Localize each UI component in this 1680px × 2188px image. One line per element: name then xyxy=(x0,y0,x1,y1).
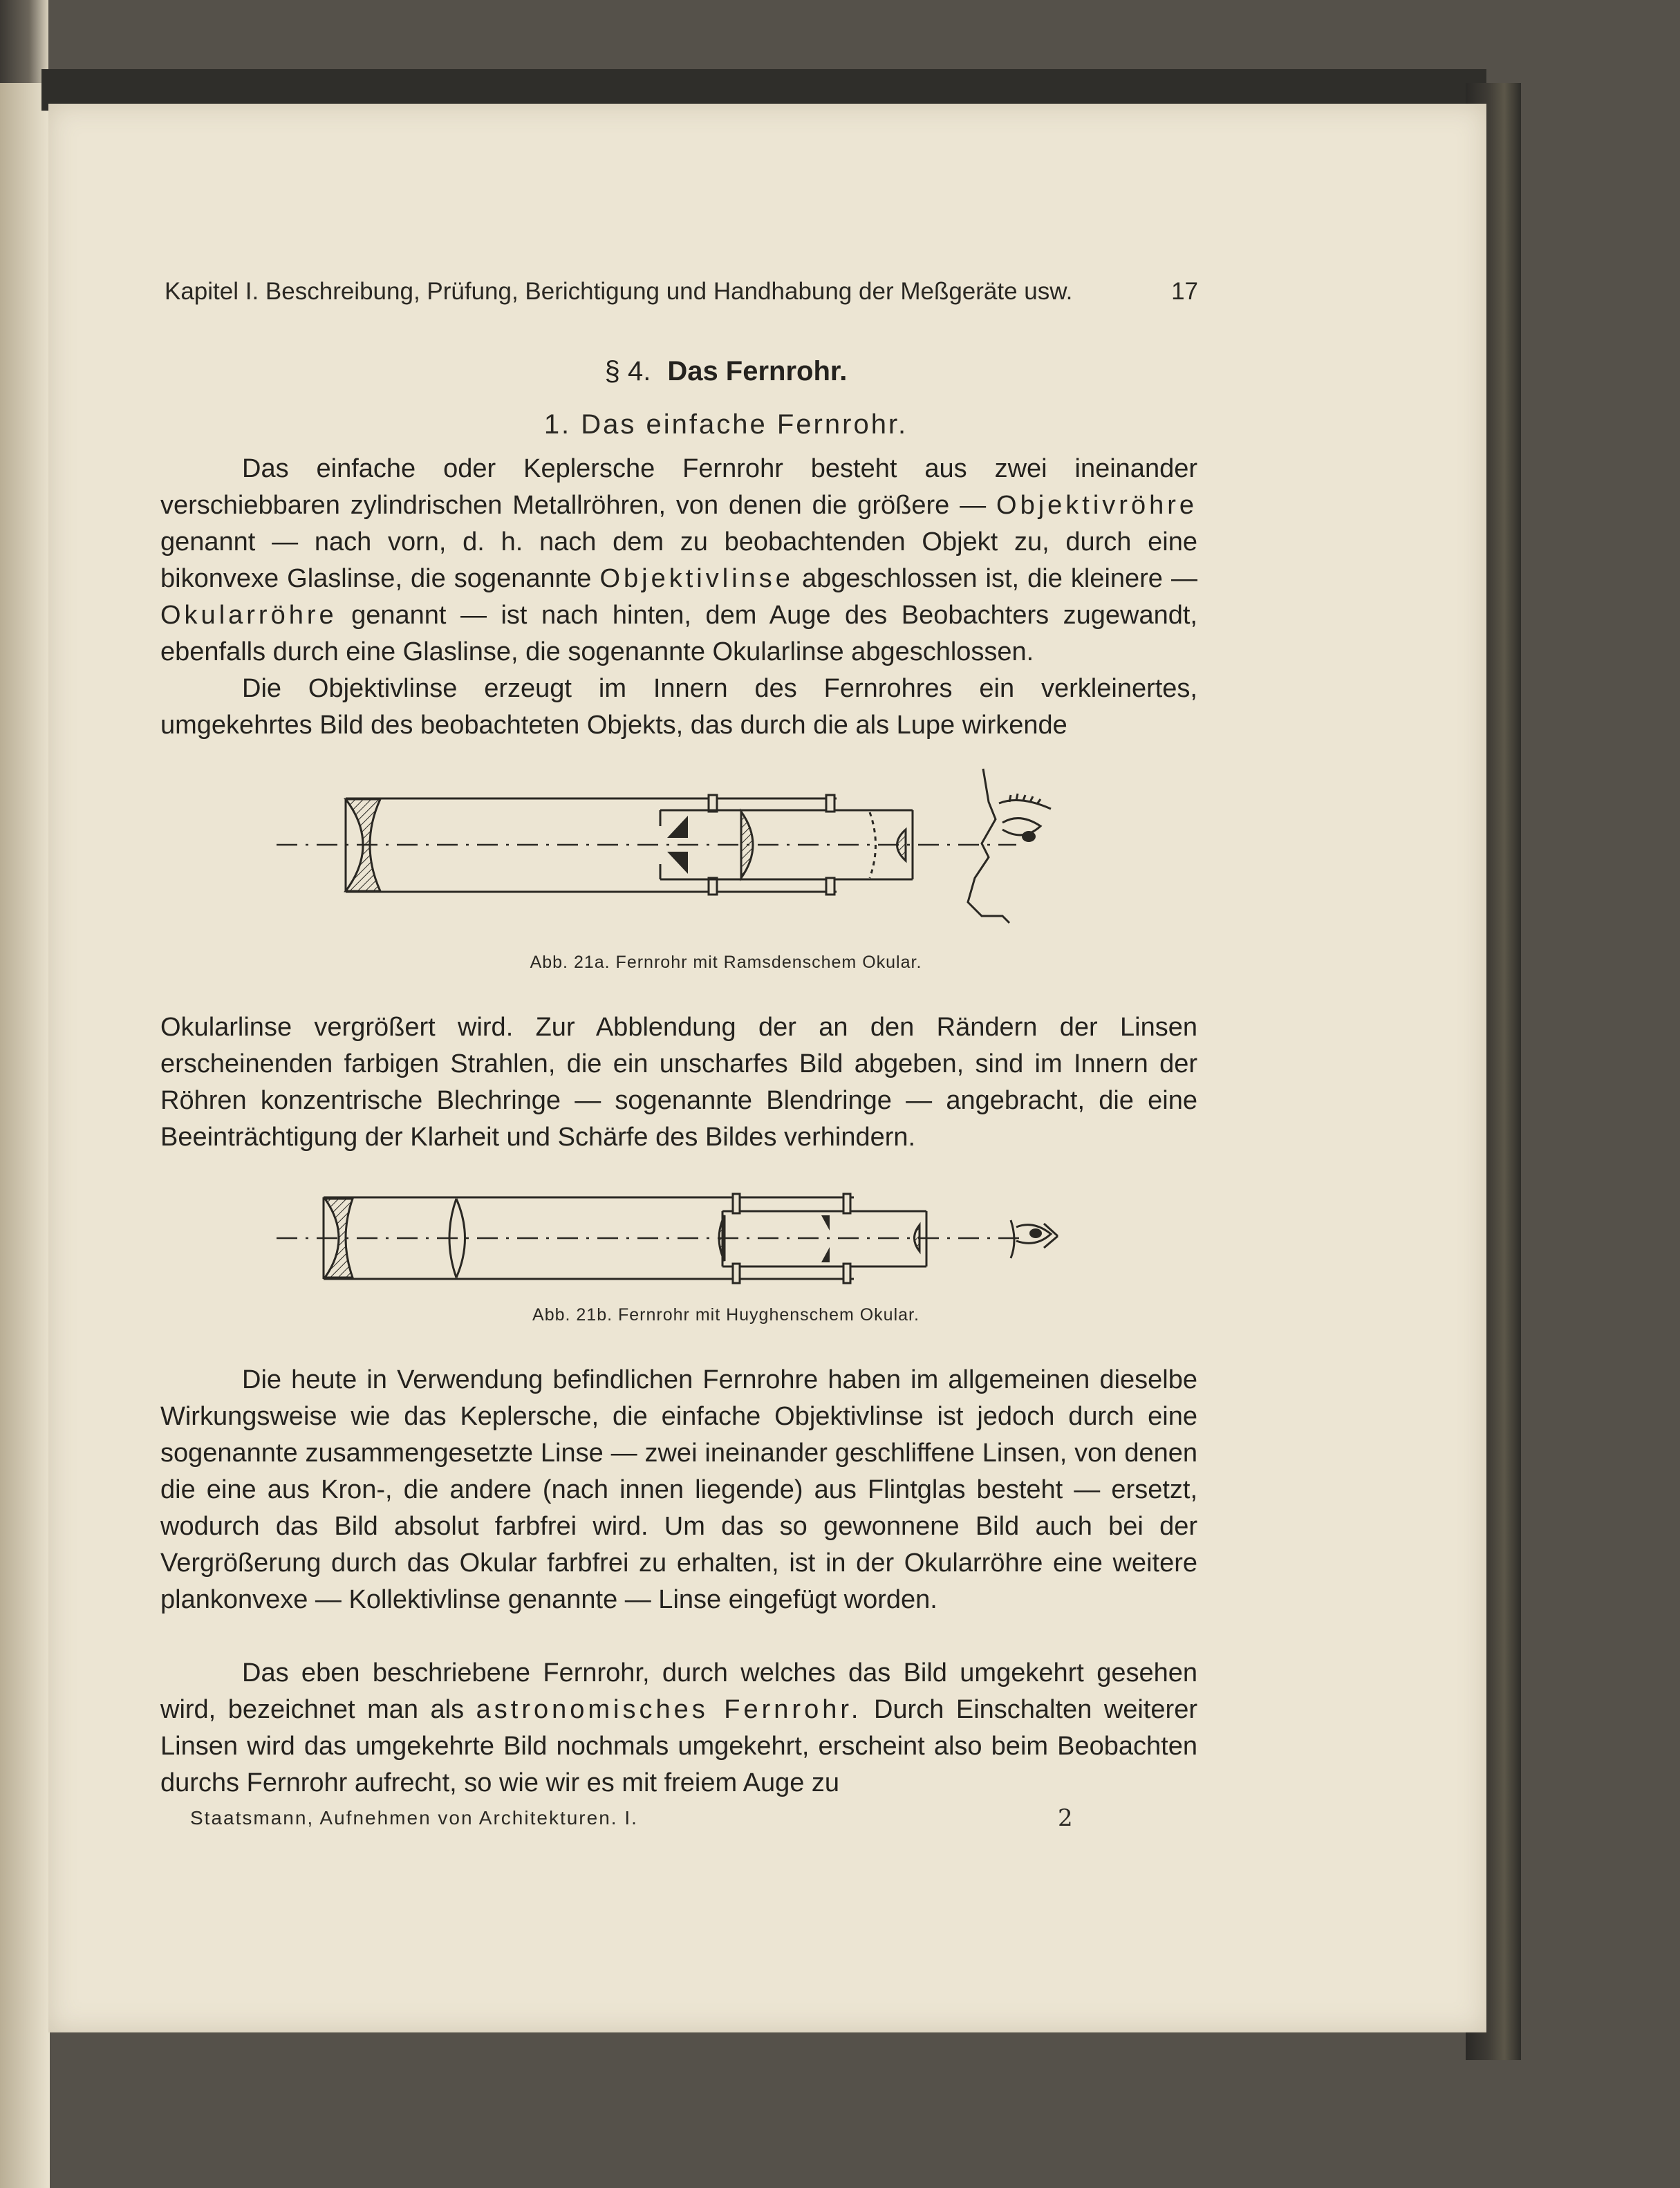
para5-text-1: Das eben beschriebene Fernrohr, durch welches das Bild umgekehrt gesehen wird, bezeichnet man als xyxy=(160,1658,1197,1724)
paragraph-4: Die heute in Verwendung befindlichen Fernrohre haben im allgemeinen dieselbe Wirkungsweise wie das Keplersche, die einfache Objektivlinse ist jedoch durch eine sogenannte zusammengesetzte Linse — zwei ineinander geschliffene Linsen, von denen die eine aus Kron-, die andere (nach innen liegende) aus Flintglas besteht — ersetzt, wodurch das Bild absolut farbfrei wird. Um das so gewonnene Bild auch bei der Vergrößerung durch das Okular farbfrei zu erhalten, ist in der Okularröhre eine weitere plankonvexe — Kollektivlinse genannte — Linse eingefügt worden. xyxy=(160,1365,1197,1614)
para1-text-4: genannt — ist nach hinten, dem Auge des Beobachters zugewandt, ebenfalls durch eine Glaslinse, die sogenannte Okularlinse abgeschlossen. xyxy=(160,601,1197,666)
subsection-heading: 1. Das einfache Fernrohr. xyxy=(543,409,908,440)
para1-text-1: Das einfache oder Keplersche Fernrohr besteht aus zwei ineinander verschiebbaren zylindrischen Metallröhren, von denen die größere — xyxy=(160,454,1197,520)
para1-text-2: genannt — nach vorn, d. h. nach dem zu beobachtenden Objekt zu, durch eine bikonvexe Glaslinse, die sogenannte xyxy=(160,527,1197,593)
section-heading xyxy=(0,356,1452,387)
paragraph-2: Die Objektivlinse erzeugt im Innern des Fernrohres ein verkleinertes, umgekehrtes Bild des beobachteten Objekts, das durch die als Lupe wirkende xyxy=(160,674,1197,740)
running-header-title: Kapitel I. Beschreibung, Prüfung, Berichtigung und Handhabung der Meßgeräte usw. xyxy=(165,278,1073,305)
term-objektivroehre: Objektivröhre xyxy=(996,491,1197,520)
para1-text-3: abgeschlossen ist, die kleinere — xyxy=(793,564,1197,593)
figure-21a-telescope-ramsden xyxy=(277,760,1092,940)
figure-21a-caption: Abb. 21a. Fernrohr mit Ramsdenschem Okular. xyxy=(530,953,922,972)
term-objektivlinse: Objektivlinse xyxy=(599,564,794,593)
section-number: § 4. xyxy=(604,356,651,386)
paragraph-3: Okularlinse vergrößert wird. Zur Abblendung der an den Rändern der Linsen erscheinenden farbigen Strahlen, die ein unscharfes Bild abgeben, sind im Innern der Röhren konzentrische Blechringe — sogenannte Blendringe — angebracht, die eine Beeinträchtigung der Klarheit und Schärfe des Bildes verhindern. xyxy=(160,1013,1197,1152)
paragraph-1 xyxy=(160,451,1197,671)
footer-sheet-number: 2 xyxy=(1058,1804,1073,1832)
figure-21b-drawing xyxy=(277,1182,1092,1293)
section-title: Das Fernrohr. xyxy=(667,356,848,386)
figure-21a-drawing xyxy=(277,760,1092,940)
footer-signature: Staatsmann, Aufnehmen von Architekturen. I. xyxy=(190,1807,638,1829)
term-astronomisches-fernrohr: astronomisches Fernrohr. xyxy=(476,1695,862,1724)
figure-21b-telescope-huyghens xyxy=(277,1182,1092,1293)
page-number: 17 xyxy=(1171,278,1198,305)
running-header xyxy=(165,278,1198,306)
figure-21b-caption: Abb. 21b. Fernrohr mit Huyghenschem Okular. xyxy=(532,1305,920,1325)
facing-page-edge xyxy=(0,83,50,2188)
paragraph-5 xyxy=(160,1655,1197,1802)
term-okularroehre: Okularröhre xyxy=(160,601,337,630)
para5-text-2: Durch Einschalten weiterer Linsen wird das umgekehrte Bild nochmals umgekehrt, erscheint also beim Beobachten durchs Fernrohr aufrecht, so wie wir es mit freiem Auge zu xyxy=(160,1695,1197,1797)
